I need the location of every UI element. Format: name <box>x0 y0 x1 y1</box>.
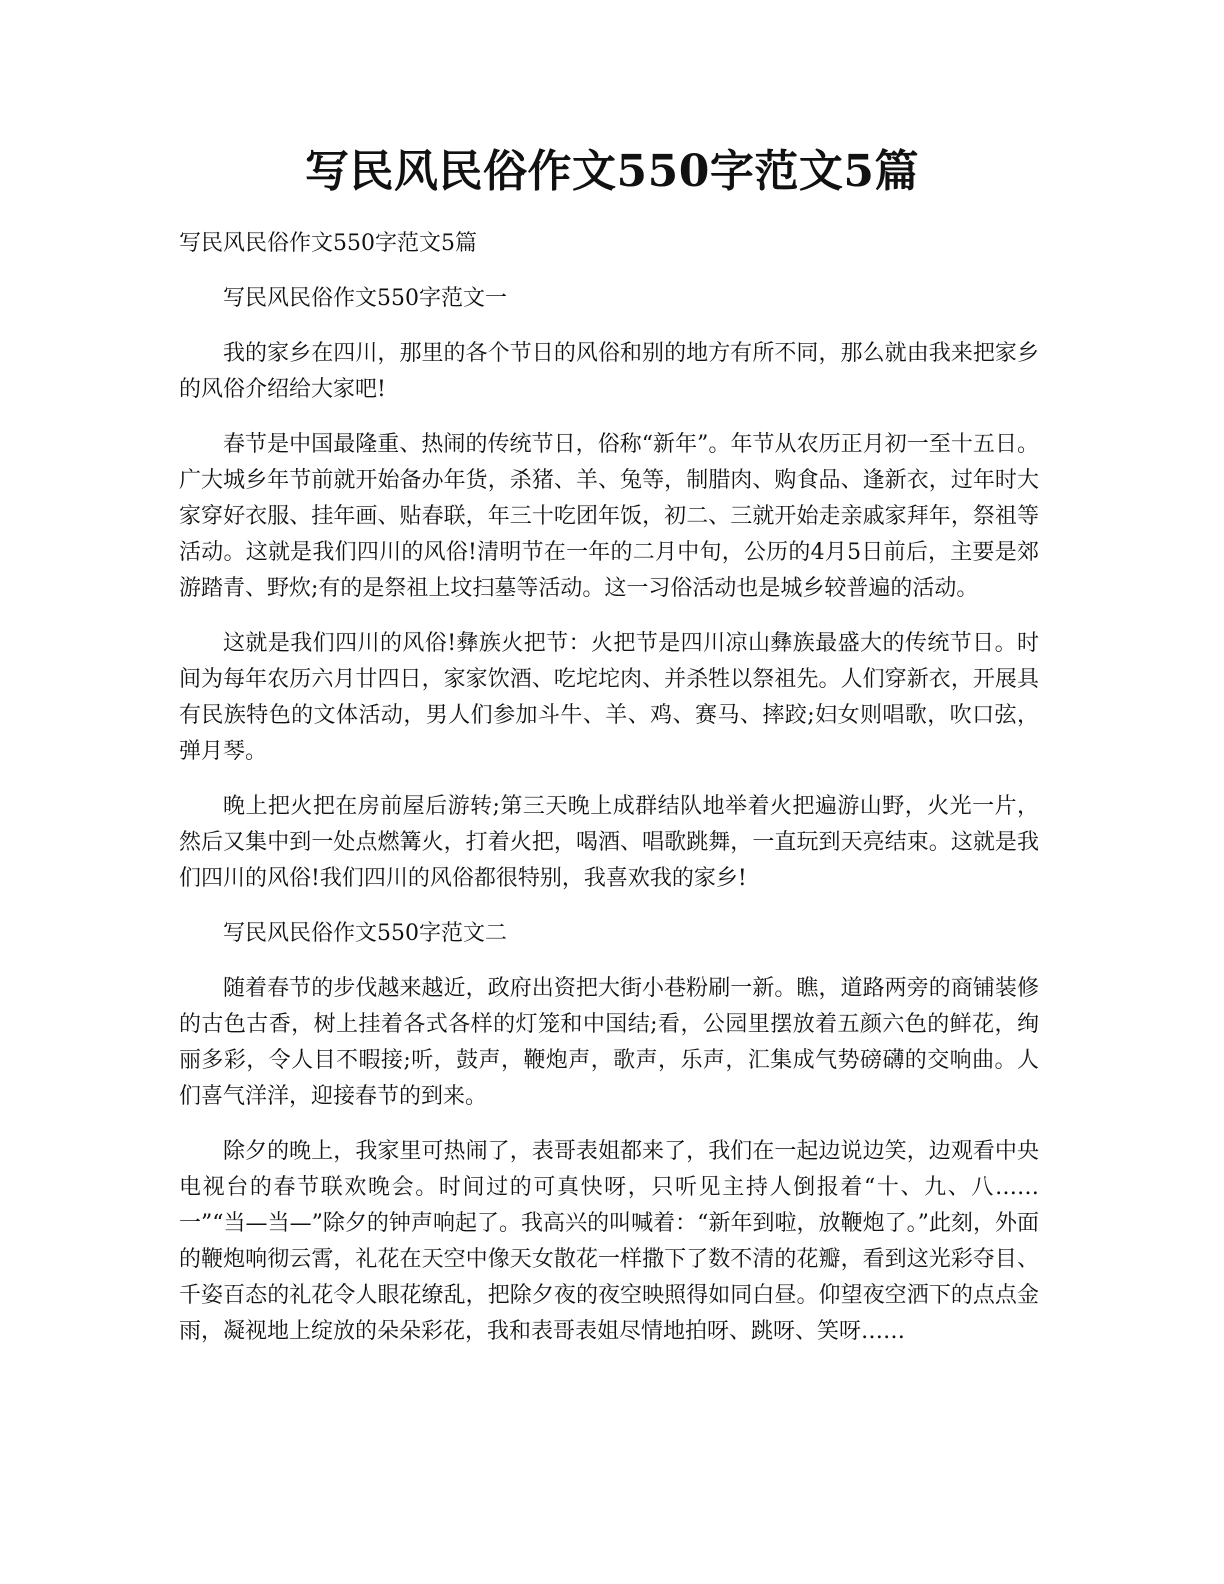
paragraph: 除夕的晚上，我家里可热闹了，表哥表姐都来了，我们在一起边说边笑，边观看中央电视台的春节联欢晚会。时间过的可真快呀，只听见主持人倒报着“十、九、八……一”“当—当—”除夕的钟声响起了。我高兴的叫喊着：“新年到啦，放鞭炮了。”此刻，外面的鞭炮响彻云霄，礼花在天空中像天女散花一样撒下了数不清的花瓣，看到这光彩夺目、千姿百态的礼花令人眼花缭乱，把除夕夜的夜空映照得如同白昼。仰望夜空洒下的点点金雨，凝视地上绽放的朵朵彩花，我和表哥表姐尽情地拍呀、跳呀、笑呀…… <box>179 1139 1039 1344</box>
document-body <box>179 226 1039 1369</box>
paragraph: 这就是我们四川的风俗!彝族火把节：火把节是四川凉山彝族最盛大的传统节日。时间为每年农历六月廿四日，家家饮酒、吃坨坨肉、并杀牲以祭祖先。人们穿新衣，开展具有民族特色的文体活动，男人们参加斗牛、羊、鸡、赛马、摔跤;妇女则唱歌，吹口弦，弹月琴。 <box>179 631 1039 764</box>
essay-heading-1: 写民风民俗作文550字范文一 <box>223 286 507 311</box>
paragraph: 随着春节的步伐越来越近，政府出资把大街小巷粉刷一新。瞧，道路两旁的商铺装修的古色古香，树上挂着各式各样的灯笼和中国结;看，公园里摆放着五颜六色的鲜花，绚丽多彩，令人目不暇接;听，鼓声，鞭炮声，歌声，乐声，汇集成气势磅礴的交响曲。人们喜气洋洋，迎接春节的到来。 <box>179 976 1039 1109</box>
intro-line: 写民风民俗作文550字范文5篇 <box>179 231 477 256</box>
essay-heading-2: 写民风民俗作文550字范文二 <box>223 921 507 946</box>
paragraph: 我的家乡在四川，那里的各个节日的风俗和别的地方有所不同，那么就由我来把家乡的风俗介绍给大家吧! <box>179 341 1039 402</box>
paragraph: 晚上把火把在房前屋后游转;第三天晚上成群结队地举着火把遍游山野，火光一片，然后又集中到一处点燃篝火，打着火把，喝酒、唱歌跳舞，一直玩到天亮结束。这就是我们四川的风俗!我们四川的风俗都很特别，我喜欢我的家乡! <box>179 794 1039 891</box>
paragraph: 春节是中国最隆重、热闹的传统节日，俗称“新年”。年节从农历正月初一至十五日。广大城乡年节前就开始备办年货，杀猪、羊、兔等，制腊肉、购食品、逢新衣，过年时大家穿好衣服、挂年画、贴春联，年三十吃团年饭，初二、三就开始走亲戚家拜年，祭祖等活动。这就是我们四川的风俗!清明节在一年的二月中旬，公历的4月5日前后，主要是郊游踏青、野炊;有的是祭祖上坟扫墓等活动。这一习俗活动也是城乡较普遍的活动。 <box>179 432 1039 601</box>
document-title: 写民风民俗作文550字范文5篇 <box>305 146 919 197</box>
